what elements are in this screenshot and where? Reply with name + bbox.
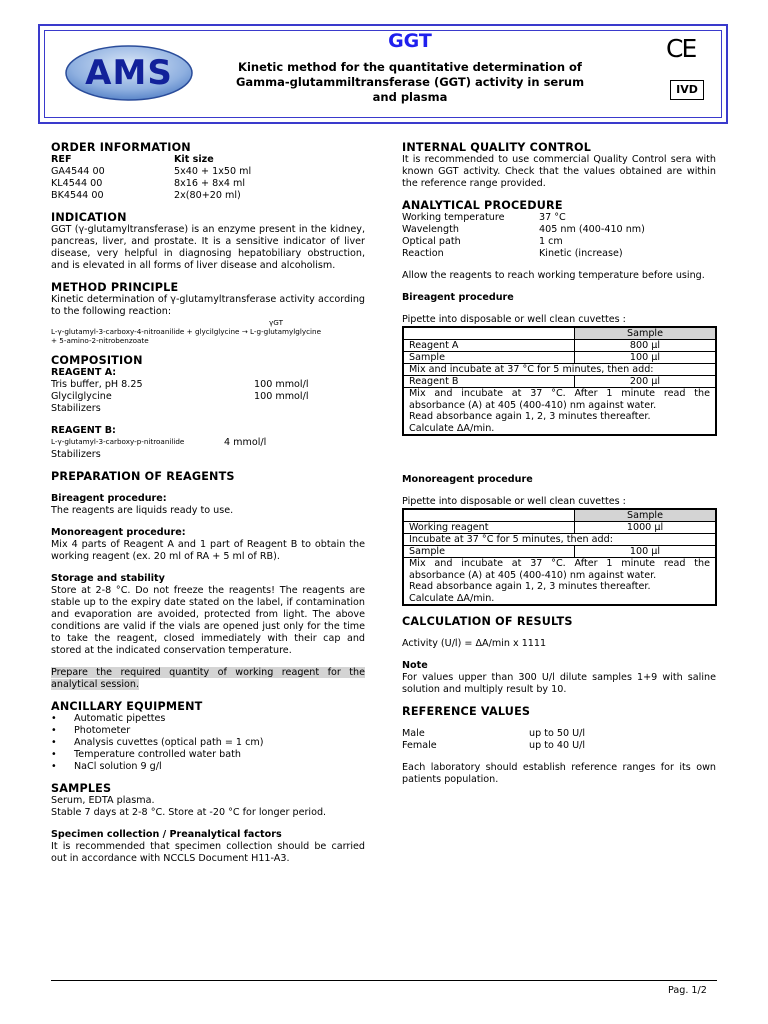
- table-row: Mix and incubate at 37 °C. After 1 minute read the absorbance (A) at 405 (400-410) nm against water. Read absorbance again 1, 2, 3 minutes thereafter. Calculate ΔA/min.: [403, 388, 716, 436]
- monoreagent-heading: Monoreagent procedure:: [51, 527, 186, 538]
- reference-heading: REFERENCE VALUES: [402, 705, 531, 718]
- ce-mark-icon: CE: [666, 34, 696, 63]
- list-item: • Analysis cuvettes (optical path = 1 cm): [51, 737, 365, 749]
- calculation-formula: Activity (U/l) = ΔA/min x 1111: [402, 638, 547, 649]
- monoreagent-procedure-heading: Monoreagent procedure: [402, 474, 533, 485]
- analytical-row: Working temperature 37 °C: [402, 212, 566, 223]
- ams-logo: [64, 44, 194, 102]
- bireagent-table: [402, 326, 717, 436]
- preparation-heading: PREPARATION OF REAGENTS: [51, 470, 235, 483]
- iqc-text: It is recommended to use commercial Quality Control sera with known GGT activity. Check that the values obtained are within the reference range provided.: [402, 154, 716, 189]
- reaction-enzyme: γGT: [269, 318, 283, 327]
- pipette-text: Pipette into disposable or well clean cuvettes :: [402, 314, 626, 325]
- list-item: • Photometer: [51, 725, 365, 737]
- indication-text: GGT (γ-glutamyltransferase) is an enzyme present in the kidney, pancreas, liver, and prostate. It is a sensitive indicator of liver disease, very helpful in diagnosing hepatobiliary obstruction, and is elevated in all forms of liver disease and alcoholism.: [51, 224, 365, 271]
- specimen-heading: Specimen collection / Preanalytical factors: [51, 829, 282, 840]
- table-row: Mix and incubate at 37 °C for 5 minutes, then add:: [403, 364, 716, 376]
- table-row: Incubate at 37 °C for 5 minutes, then add:: [403, 534, 716, 546]
- composition-row: Glycilglycine 100 mmol/l: [51, 391, 309, 402]
- reference-text: Each laboratory should establish reference ranges for its own patients population.: [402, 762, 716, 785]
- iqc-heading: INTERNAL QUALITY CONTROL: [402, 141, 592, 154]
- ivd-badge: IVD: [670, 80, 704, 100]
- storage-text: Store at 2-8 °C. Do not freeze the reagents! The reagents are stable up to the expiry date stated on the label, if contamination and evaporation are avoided, protected from light. The above conditions are valid if the vials are opened just only for the time to take the reagent, closed immediately with their cap and stored at the indicated conservation temperature.: [51, 585, 365, 656]
- bireagent-heading: Bireagent procedure:: [51, 493, 167, 504]
- bireagent-procedure-heading: Bireagent procedure: [402, 292, 514, 303]
- samples-heading: SAMPLES: [51, 782, 112, 795]
- composition-row: Stabilizers: [51, 449, 101, 460]
- order-table-header: REF Kit size: [51, 154, 214, 165]
- table-row: Sample 100 µl: [403, 546, 716, 558]
- composition-row: L-γ-glutamyl-3-carboxy-p-nitroanilide 4 mmol/l: [51, 437, 267, 448]
- storage-heading: Storage and stability: [51, 573, 165, 584]
- left-column: [51, 142, 365, 865]
- document-title: GGT: [388, 30, 432, 52]
- order-row: BK4544 00 2x(80+20 ml): [51, 190, 241, 201]
- table-row: Sample: [403, 509, 716, 522]
- order-row: GA4544 00 5x40 + 1x50 ml: [51, 166, 252, 177]
- order-row: KL4544 00 8x16 + 8x4 ml: [51, 178, 246, 189]
- table-row: Sample: [403, 327, 716, 340]
- document-subtitle: Kinetic method for the quantitative determination of Gamma-glutammiltransferase (GGT) activity in serum and plasma: [235, 60, 585, 104]
- table-row: Reagent A 800 µl: [403, 340, 716, 352]
- list-item: • Temperature controlled water bath: [51, 749, 365, 761]
- analytical-row: Reaction Kinetic (increase): [402, 248, 623, 259]
- method-heading: METHOD PRINCIPLE: [51, 281, 179, 294]
- bireagent-text: The reagents are liquids ready to use.: [51, 505, 234, 516]
- table-row: Sample 100 µl: [403, 352, 716, 364]
- analytical-row: Optical path 1 cm: [402, 236, 563, 247]
- table-row: Working reagent 1000 µl: [403, 522, 716, 534]
- monoreagent-text: Mix 4 parts of Reagent A and 1 part of Reagent B to obtain the working reagent (ex. 20 ml of RA + 5 ml of RB).: [51, 539, 365, 562]
- composition-row: Stabilizers: [51, 403, 101, 414]
- allow-text: Allow the reagents to reach working temperature before using.: [402, 270, 705, 281]
- method-text: Kinetic determination of γ-glutamyltransferase activity according to the following reaction:: [51, 294, 365, 317]
- list-item: • NaCl solution 9 g/l: [51, 761, 365, 773]
- reaction-line: + 5-amino-2-nitrobenzoate: [51, 336, 149, 345]
- note-heading: Note: [402, 660, 428, 671]
- note-text: For values upper than 300 U/l dilute samples 1+9 with saline solution and multiply result by 10.: [402, 672, 716, 695]
- analytical-heading: ANALYTICAL PROCEDURE: [402, 199, 563, 212]
- logo-text: AMS: [85, 53, 173, 93]
- composition-heading: COMPOSITION: [51, 354, 143, 367]
- right-column: [402, 142, 716, 786]
- page-number: Pag. 1/2: [668, 985, 707, 996]
- composition-row: Tris buffer, pH 8.25 100 mmol/l: [51, 379, 309, 390]
- monoreagent-table: [402, 508, 717, 606]
- table-row: Mix and incubate at 37 °C. After 1 minute read the absorbance (A) at 405 (400-410) nm against water. Read absorbance again 1, 2, 3 minutes thereafter. Calculate ΔA/min.: [403, 558, 716, 606]
- samples-line: Stable 7 days at 2-8 °C. Store at -20 °C for longer period.: [51, 807, 327, 818]
- list-item: • Automatic pipettes: [51, 713, 365, 725]
- table-row: Reagent B 200 µl: [403, 376, 716, 388]
- ancillary-heading: ANCILLARY EQUIPMENT: [51, 700, 203, 713]
- reference-row: Male up to 50 U/l: [402, 728, 586, 739]
- indication-heading: INDICATION: [51, 211, 127, 224]
- specimen-text: It is recommended that specimen collection should be carried out in accordance with NCCLS Document H11-A3.: [51, 841, 365, 864]
- header-box: [38, 24, 728, 124]
- order-heading: ORDER INFORMATION: [51, 141, 191, 154]
- reagent-a-label: REAGENT A:: [51, 367, 117, 378]
- pipette-text: Pipette into disposable or well clean cuvettes :: [402, 496, 626, 507]
- calculation-heading: CALCULATION OF RESULTS: [402, 615, 573, 628]
- samples-line: Serum, EDTA plasma.: [51, 795, 155, 806]
- highlight-note: Prepare the required quantity of working reagent for the analytical session.: [51, 667, 365, 690]
- reagent-b-label: REAGENT B:: [51, 425, 116, 436]
- analytical-row: Wavelength 405 nm (400-410 nm): [402, 224, 645, 235]
- reaction-line: L-γ-glutamyl-3-carboxy-4-nitroanilide + glycilglycine → L-g-glutamylglycine: [51, 327, 321, 336]
- ancillary-list: [51, 713, 365, 773]
- reference-row: Female up to 40 U/l: [402, 740, 586, 751]
- footer-rule: [51, 980, 717, 981]
